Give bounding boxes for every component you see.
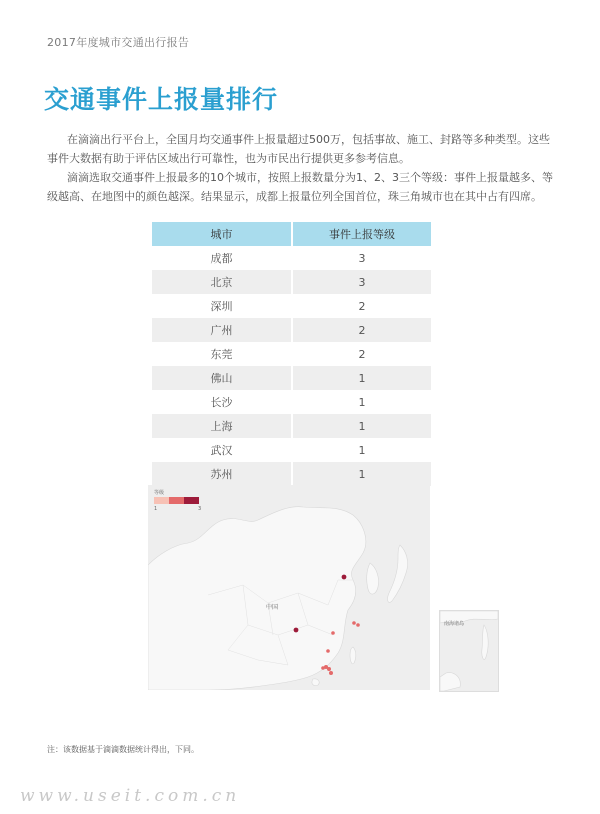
marker-shenzhen [329,671,333,675]
marker-changsha [326,649,330,653]
footnote: 注：该数据基于滴滴数据统计得出，下同。 [47,745,199,754]
city-cell: 佛山 [152,366,292,390]
country-label: 中国 [266,604,279,611]
level-cell: 2 [292,294,431,318]
south-china-sea-inset [439,610,499,692]
taiwan-island [350,647,356,664]
city-cell: 上海 [152,414,292,438]
city-cell: 东莞 [152,342,292,366]
level-cell: 1 [292,366,431,390]
map-canvas [148,485,430,690]
legend-swatch-3 [184,497,199,504]
china-event-map [148,485,430,690]
table-row [152,438,431,462]
city-cell: 深圳 [152,294,292,318]
level-cell: 1 [292,462,431,486]
city-cell: 长沙 [152,390,292,414]
marker-wuhan [331,631,335,635]
table-header-row [152,222,431,246]
level-cell: 3 [292,246,431,270]
map-legend [154,489,201,512]
city-cell: 北京 [152,270,292,294]
column-header-city: 城市 [152,222,292,246]
legend-title: 等级 [154,490,165,496]
table-row [152,390,431,414]
city-cell: 武汉 [152,438,292,462]
hainan-island [312,679,319,686]
watermark: www.useit.com.cn [20,786,241,806]
city-cell: 广州 [152,318,292,342]
column-header-level: 事件上报等级 [292,222,431,246]
table-row [152,318,431,342]
table-row [152,366,431,390]
level-cell: 1 [292,390,431,414]
level-cell: 2 [292,342,431,366]
city-cell: 成都 [152,246,292,270]
table-row [152,270,431,294]
korean-peninsula [367,563,379,594]
inset-canvas [440,611,498,691]
legend-swatch-2 [169,497,184,504]
marker-shanghai [356,623,360,627]
city-cell: 苏州 [152,462,292,486]
legend-min: 1 [154,506,158,512]
marker-dongguan [327,667,331,671]
level-cell: 3 [292,270,431,294]
table-row [152,462,431,486]
marker-suzhou [352,621,356,625]
inset-philippines [482,625,488,659]
marker-chengdu [294,628,299,633]
legend-swatch-1 [154,497,169,504]
running-header: 2017年度城市交通出行报告 [47,36,190,49]
inset-label: 南海诸岛 [444,621,465,627]
table-row [152,414,431,438]
marker-foshan [321,666,325,670]
inset-borneo [440,673,460,691]
table-row [152,342,431,366]
level-cell: 1 [292,414,431,438]
intro-paragraph: 在滴滴出行平台上，全国月均交通事件上报量超过500万，包括事故、施工、封路等多种类型。这些事件大数据有助于评估区域出行可靠性，也为市民出行提供更多参考信息。 [47,133,550,165]
level-cell: 2 [292,318,431,342]
method-paragraph: 滴滴选取交通事件上报最多的10个城市，按照上报数量分为1、2、3三个等级：事件上报量越多、等级越高、在地图中的颜色越深。结果显示，成都上报量位列全国首位，珠三角城市也在其中占有四席。 [47,171,553,203]
landmass [148,507,366,690]
table-row [152,294,431,318]
level-cell: 1 [292,438,431,462]
legend-max: 3 [198,506,202,512]
table-row [152,246,431,270]
japan-islands [388,545,408,602]
marker-beijing [342,575,347,580]
page-title: 交通事件上报量排行 [44,85,279,114]
city-ranking-table [152,222,431,486]
